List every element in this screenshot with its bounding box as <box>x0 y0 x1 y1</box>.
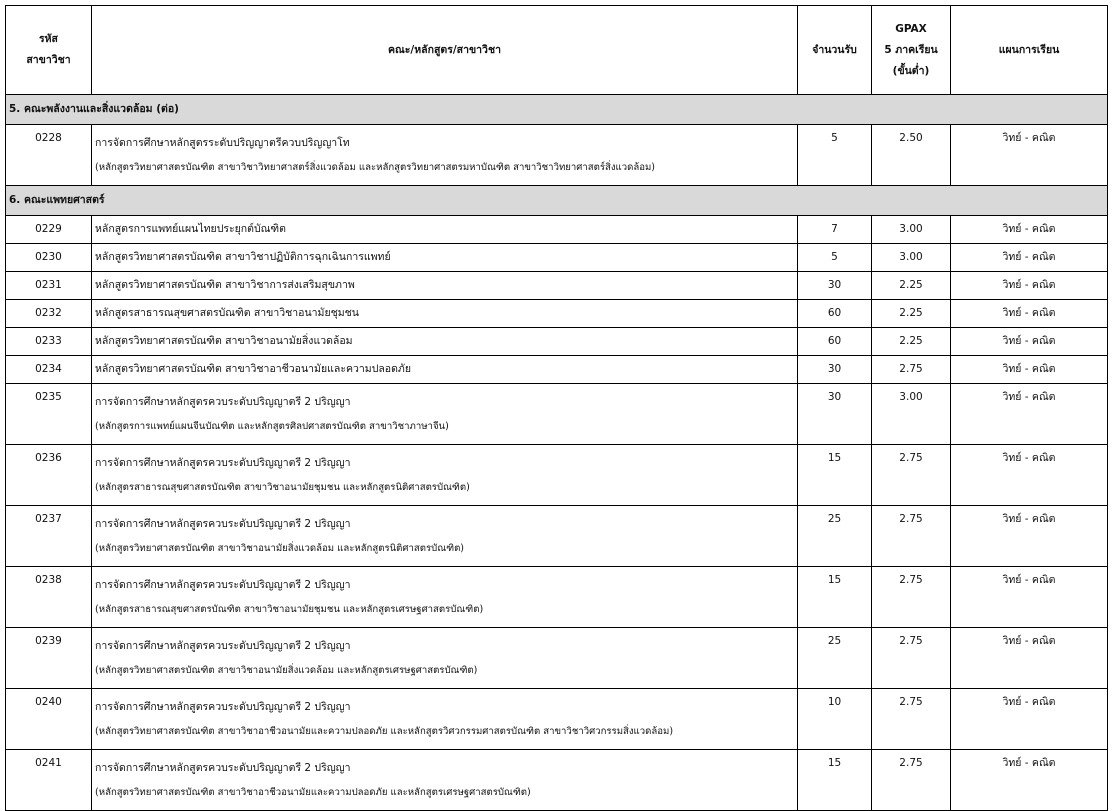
program-cell <box>92 384 798 445</box>
program-name: หลักสูตรวิทยาศาสตรบัณฑิต สาขาวิชาการส่งเสริมสุขภาพ <box>92 272 798 300</box>
study-plan: วิทย์ - คณิต <box>951 506 1108 567</box>
program-name: หลักสูตรวิทยาศาสตรบัณฑิต สาขาวิชาปฏิบัติการฉุกเฉินการแพทย์ <box>92 244 798 272</box>
section-title: 5. คณะพลังงานและสิ่งแวดล้อม (ต่อ) <box>6 95 1108 125</box>
gpax-value: 3.00 <box>872 384 951 445</box>
gpax-value: 2.75 <box>872 506 951 567</box>
program-note: (หลักสูตรวิทยาศาสตรบัณฑิต สาขาวิชาวิทยาศาสตร์สิ่งแวดล้อม และหลักสูตรวิทยาศาสตรมหาบัณฑิต สาขาวิชาวิทยาศาสตร์สิ่งแวดล้อม) <box>95 162 656 173</box>
program-note: (หลักสูตรสาธารณสุขศาสตรบัณฑิต สาขาวิชาอนามัยชุมชน และหลักสูตรเศรษฐศาสตรบัณฑิต) <box>95 604 484 615</box>
program-code: 0234 <box>6 356 92 384</box>
quota-value: 30 <box>798 384 872 445</box>
program-name: หลักสูตรการแพทย์แผนไทยประยุกต์บัณฑิต <box>92 216 798 244</box>
program-note: (หลักสูตรวิทยาศาสตรบัณฑิต สาขาวิชาอาชีวอนามัยและความปลอดภัย และหลักสูตรวิศวกรรมศาสตรบัณฑิต สาขาวิชาวิศวกรรมสิ่งแวดล้อม) <box>95 726 674 737</box>
quota-value: 25 <box>798 628 872 689</box>
program-cell <box>92 750 798 811</box>
study-plan: วิทย์ - คณิต <box>951 300 1108 328</box>
program-code: 0239 <box>6 628 92 689</box>
gpax-value: 2.75 <box>872 628 951 689</box>
program-cell <box>92 628 798 689</box>
gpax-value: 2.50 <box>872 125 951 186</box>
study-plan: วิทย์ - คณิต <box>951 216 1108 244</box>
program-code: 0235 <box>6 384 92 445</box>
header-quota: จำนวนรับ <box>798 6 872 95</box>
program-name: การจัดการศึกษาหลักสูตรควบระดับปริญญาตรี 2 ปริญญา <box>95 640 351 652</box>
table-header-row <box>6 6 1108 95</box>
program-note: (หลักสูตรวิทยาศาสตรบัณฑิต สาขาวิชาอนามัยสิ่งแวดล้อม และหลักสูตรนิติศาสตรบัณฑิต) <box>95 543 465 554</box>
program-cell <box>92 125 798 186</box>
gpax-value: 2.75 <box>872 689 951 750</box>
table-row <box>6 628 1108 689</box>
table-row <box>6 384 1108 445</box>
table-row <box>6 125 1108 186</box>
table-row <box>6 216 1108 244</box>
program-code: 0229 <box>6 216 92 244</box>
program-code: 0238 <box>6 567 92 628</box>
gpax-value: 2.75 <box>872 356 951 384</box>
program-name: หลักสูตรสาธารณสุขศาสตรบัณฑิต สาขาวิชาอนามัยชุมชน <box>92 300 798 328</box>
gpax-value: 2.25 <box>872 300 951 328</box>
program-name: การจัดการศึกษาหลักสูตรควบระดับปริญญาตรี 2 ปริญญา <box>95 701 351 713</box>
study-plan: วิทย์ - คณิต <box>951 384 1108 445</box>
header-code: รหัส สาขาวิชา <box>6 6 92 95</box>
table-row <box>6 445 1108 506</box>
table-row <box>6 567 1108 628</box>
program-name: การจัดการศึกษาหลักสูตรระดับปริญญาตรีควบปริญญาโท <box>95 137 350 149</box>
study-plan: วิทย์ - คณิต <box>951 272 1108 300</box>
section-title: 6. คณะแพทยศาสตร์ <box>6 186 1108 216</box>
program-code: 0236 <box>6 445 92 506</box>
quota-value: 15 <box>798 445 872 506</box>
gpax-value: 2.25 <box>872 328 951 356</box>
quota-value: 30 <box>798 272 872 300</box>
table-row <box>6 750 1108 811</box>
gpax-value: 3.00 <box>872 216 951 244</box>
program-code: 0241 <box>6 750 92 811</box>
program-name: การจัดการศึกษาหลักสูตรควบระดับปริญญาตรี 2 ปริญญา <box>95 579 351 591</box>
gpax-value: 2.25 <box>872 272 951 300</box>
study-plan: วิทย์ - คณิต <box>951 689 1108 750</box>
program-name: การจัดการศึกษาหลักสูตรควบระดับปริญญาตรี 2 ปริญญา <box>95 457 351 469</box>
study-plan: วิทย์ - คณิต <box>951 125 1108 186</box>
section-row <box>6 95 1108 125</box>
table-body <box>6 95 1108 811</box>
quota-value: 60 <box>798 300 872 328</box>
table-row <box>6 328 1108 356</box>
table-row <box>6 300 1108 328</box>
program-name: การจัดการศึกษาหลักสูตรควบระดับปริญญาตรี 2 ปริญญา <box>95 518 351 530</box>
program-cell <box>92 506 798 567</box>
program-code: 0233 <box>6 328 92 356</box>
study-plan: วิทย์ - คณิต <box>951 445 1108 506</box>
gpax-value: 2.75 <box>872 750 951 811</box>
header-gpax: GPAX 5 ภาคเรียน (ขั้นต่ำ) <box>872 6 951 95</box>
header-plan: แผนการเรียน <box>951 6 1108 95</box>
program-note: (หลักสูตรสาธารณสุขศาสตรบัณฑิต สาขาวิชาอนามัยชุมชน และหลักสูตรนิติศาสตรบัณฑิต) <box>95 482 470 493</box>
quota-value: 5 <box>798 125 872 186</box>
gpax-value: 3.00 <box>872 244 951 272</box>
program-name: หลักสูตรวิทยาศาสตรบัณฑิต สาขาวิชาอนามัยสิ่งแวดล้อม <box>92 328 798 356</box>
table-row <box>6 272 1108 300</box>
admission-table <box>5 5 1108 811</box>
program-code: 0231 <box>6 272 92 300</box>
study-plan: วิทย์ - คณิต <box>951 750 1108 811</box>
section-row <box>6 186 1108 216</box>
study-plan: วิทย์ - คณิต <box>951 356 1108 384</box>
program-cell <box>92 567 798 628</box>
quota-value: 25 <box>798 506 872 567</box>
study-plan: วิทย์ - คณิต <box>951 328 1108 356</box>
quota-value: 5 <box>798 244 872 272</box>
quota-value: 30 <box>798 356 872 384</box>
program-name: การจัดการศึกษาหลักสูตรควบระดับปริญญาตรี 2 ปริญญา <box>95 396 351 408</box>
program-name: การจัดการศึกษาหลักสูตรควบระดับปริญญาตรี 2 ปริญญา <box>95 762 351 774</box>
program-code: 0240 <box>6 689 92 750</box>
study-plan: วิทย์ - คณิต <box>951 244 1108 272</box>
program-cell <box>92 689 798 750</box>
header-program: คณะ/หลักสูตร/สาขาวิชา <box>92 6 798 95</box>
program-note: (หลักสูตรการแพทย์แผนจีนบัณฑิต และหลักสูตรศิลปศาสตรบัณฑิต สาขาวิชาภาษาจีน) <box>95 421 449 432</box>
gpax-value: 2.75 <box>872 445 951 506</box>
table-row <box>6 689 1108 750</box>
program-code: 0228 <box>6 125 92 186</box>
program-cell <box>92 445 798 506</box>
quota-value: 7 <box>798 216 872 244</box>
program-note: (หลักสูตรวิทยาศาสตรบัณฑิต สาขาวิชาอาชีวอนามัยและความปลอดภัย และหลักสูตรเศรษฐศาสตรบัณฑิต) <box>95 787 531 798</box>
program-code: 0237 <box>6 506 92 567</box>
program-note: (หลักสูตรวิทยาศาสตรบัณฑิต สาขาวิชาอนามัยสิ่งแวดล้อม และหลักสูตรเศรษฐศาสตรบัณฑิต) <box>95 665 478 676</box>
quota-value: 10 <box>798 689 872 750</box>
program-code: 0232 <box>6 300 92 328</box>
study-plan: วิทย์ - คณิต <box>951 628 1108 689</box>
program-code: 0230 <box>6 244 92 272</box>
table-row <box>6 244 1108 272</box>
gpax-value: 2.75 <box>872 567 951 628</box>
study-plan: วิทย์ - คณิต <box>951 567 1108 628</box>
quota-value: 15 <box>798 750 872 811</box>
quota-value: 60 <box>798 328 872 356</box>
quota-value: 15 <box>798 567 872 628</box>
table-row <box>6 506 1108 567</box>
table-row <box>6 356 1108 384</box>
program-name: หลักสูตรวิทยาศาสตรบัณฑิต สาขาวิชาอาชีวอนามัยและความปลอดภัย <box>92 356 798 384</box>
